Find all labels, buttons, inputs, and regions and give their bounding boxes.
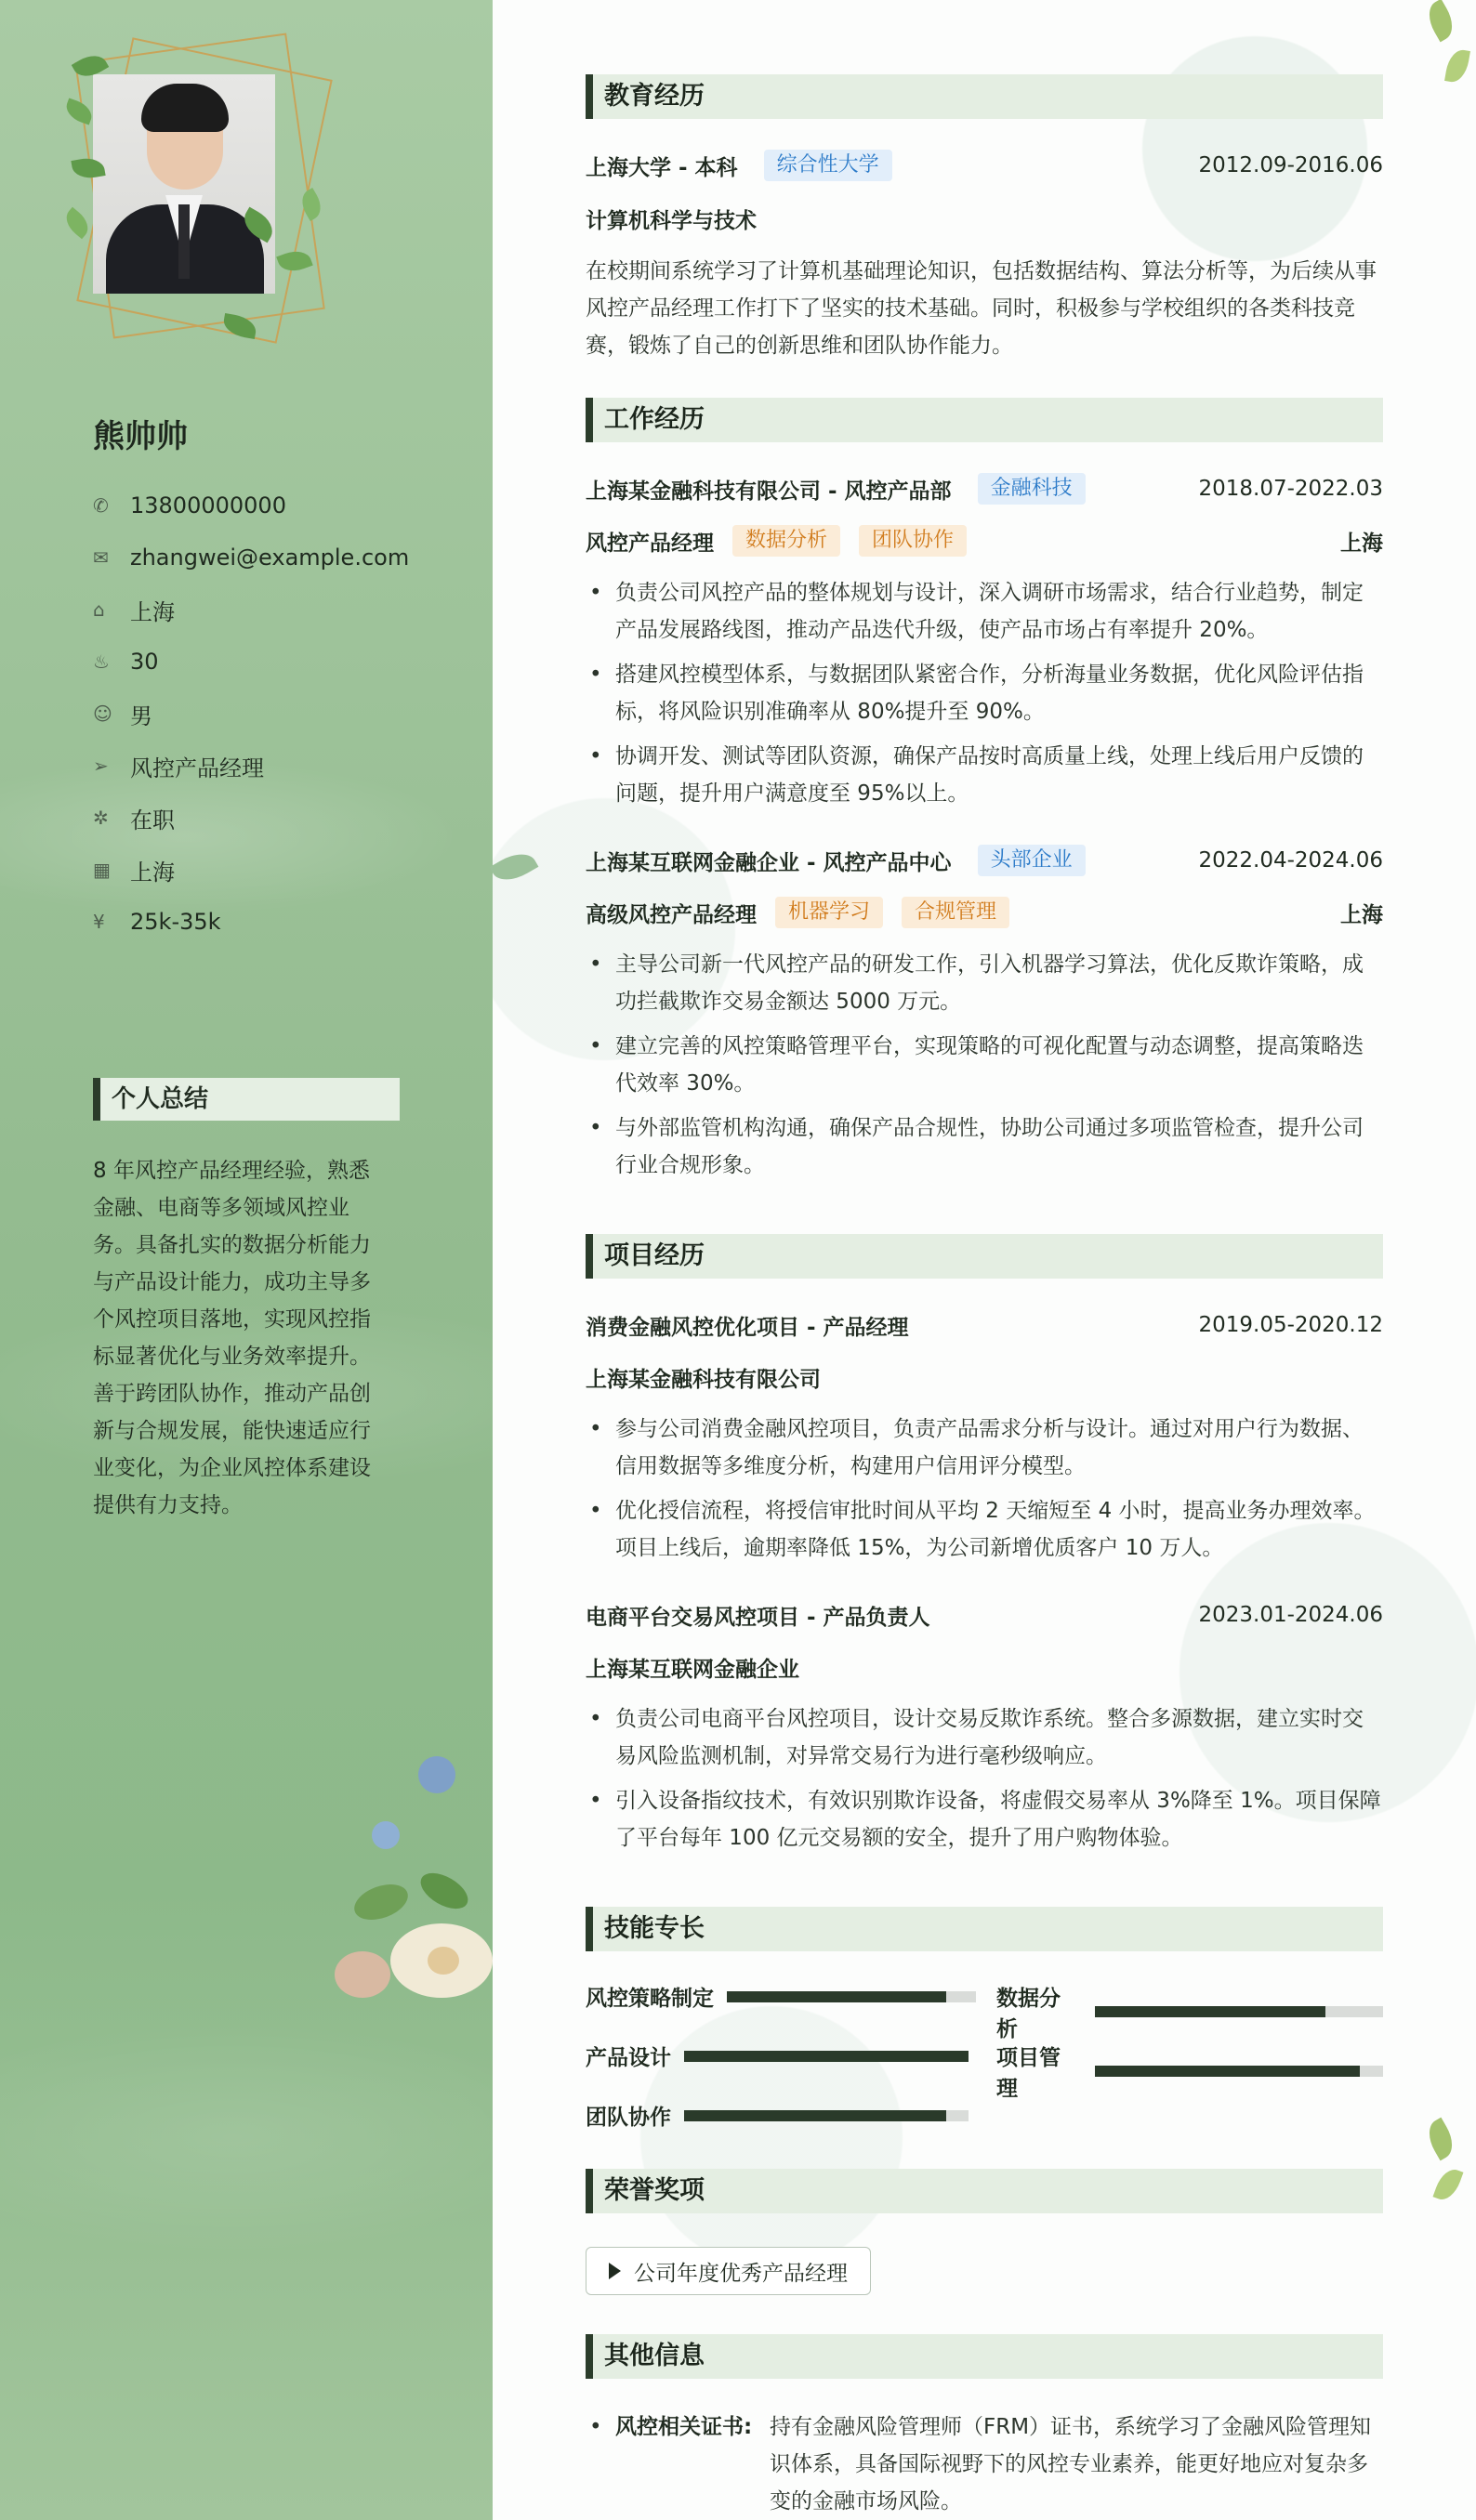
- project-1-org: 上海某金融科技有限公司: [586, 1367, 821, 1392]
- award-item[interactable]: [586, 2247, 871, 2295]
- job-2-company-group: [586, 845, 1086, 876]
- phone-item: [93, 479, 409, 532]
- candidate-name: 熊帅帅: [93, 418, 188, 455]
- list-item: • 搭建风控模型体系，与数据团队紧密合作，分析海量业务数据，优化风险评估指标，将风险识别准确率从 80%提升至 90%。: [586, 656, 1383, 730]
- project-1-bullets: [586, 1411, 1383, 1574]
- location-item: [93, 584, 409, 636]
- skill-item: [586, 1981, 976, 2012]
- job-1-skill-tag: 数据分析: [732, 525, 840, 557]
- job-2-header: [586, 844, 1383, 877]
- project-2-bullets: [586, 1700, 1383, 1864]
- sidebar: [0, 0, 493, 2520]
- education-header: [586, 149, 1383, 182]
- skill-name: 项目管理: [996, 2046, 1061, 2101]
- leaf-decoration: [1433, 2165, 1464, 2203]
- job-2-role: 高级风控产品经理: [586, 902, 757, 927]
- play-icon: [609, 2263, 621, 2279]
- status-item: [93, 792, 409, 844]
- salary-item: [93, 896, 409, 948]
- home-icon: ⌂: [93, 598, 105, 621]
- list-item: • 与外部监管机构沟通，确保产品合规性，协助公司通过多项监管检查，提升公司行业合规形象。: [586, 1109, 1383, 1184]
- project-1-period: 2019.05-2020.12: [1198, 1313, 1383, 1337]
- job-2-tag: 头部企业: [978, 845, 1086, 876]
- award-label: 公司年度优秀产品经理: [634, 2261, 848, 2286]
- list-item: • 引入设备指纹技术，有效识别欺诈设备，将虚假交易率从 3%降至 1%。项目保障了平台每年 100 亿元交易额的安全，提升了用户购物体验。: [586, 1782, 1383, 1857]
- skill-bar-fill: [1095, 2066, 1361, 2077]
- job-1-role-group: [586, 525, 967, 557]
- cake-icon: ♨: [93, 650, 110, 673]
- phone-text: 13800000000: [130, 492, 286, 518]
- work-title: 工作经历: [586, 398, 1383, 442]
- main-content: [493, 0, 1476, 2520]
- skill-item: [996, 2041, 1383, 2102]
- avatar: [56, 28, 335, 362]
- email-item: [93, 532, 409, 584]
- summary-text: 8 年风控产品经理经验，熟悉金融、电商等多领域风控业务。具备扎实的数据分析能力与产品设计能力，成功主导多个风控项目落地，实现风控指标显著优化与业务效率提升。善于跨团队协作，推动产品创新与合规发展，能快速适应行业变化，为企业风控体系建设提供有力支持。: [93, 1159, 371, 1517]
- position-item: [93, 740, 409, 792]
- gender-text: 男: [130, 702, 152, 729]
- position-text: 风控产品经理: [130, 755, 264, 781]
- skills-title: 技能专长: [586, 1907, 1383, 1951]
- city-item: [93, 844, 409, 896]
- other-title: 其他信息: [586, 2334, 1383, 2379]
- summary-title: 个人总结: [93, 1078, 400, 1121]
- job-1-period: 2018.07-2022.03: [1198, 477, 1383, 501]
- other-text: 持有金融风险管理师（FRM）证书，系统学习了金融风险管理知识体系，具备国际视野下的风控专业素养，能更好地应对复杂多变的金融市场风险。: [770, 2415, 1372, 2513]
- education-tag: 综合性大学: [764, 150, 892, 181]
- leaf-decoration: [1444, 47, 1470, 84]
- age-item: [93, 636, 409, 688]
- job-2-period: 2022.04-2024.06: [1198, 848, 1383, 873]
- skill-bar-fill: [684, 2110, 946, 2121]
- list-item: • 协调开发、测试等团队资源，确保产品按时高质量上线，处理上线后用户反馈的问题，提升用户满意度至 95%以上。: [586, 738, 1383, 812]
- leaf-decoration: [490, 846, 539, 888]
- skill-name: 产品设计: [586, 2046, 671, 2070]
- skill-bar-fill: [684, 2051, 969, 2062]
- leaf-decoration: [1422, 0, 1460, 42]
- skill-bar: [684, 2051, 969, 2062]
- skill-bar-fill: [1095, 2006, 1325, 2017]
- list-item: • 负责公司电商平台风控项目，设计交易反欺诈系统。整合多源数据，建立实时交易风险监测机制，对异常交易行为进行毫秒级响应。: [586, 1700, 1383, 1775]
- education-desc: 在校期间系统学习了计算机基础理论知识，包括数据结构、算法分析等，为后续从事风控产品经理工作打下了坚实的技术基础。同时，积极参与学校组织的各类科技竞赛，锻炼了自己的创新思维和团队协作能力。: [586, 259, 1377, 358]
- leaf-decoration: [1422, 2118, 1460, 2161]
- job-2-bullets: [586, 946, 1383, 1191]
- job-1-bullets: [586, 574, 1383, 820]
- projects-title: 项目经历: [586, 1234, 1383, 1279]
- job-2-skill-tag: 合规管理: [902, 897, 1009, 928]
- project-2-org-row: [586, 1650, 1383, 1684]
- skill-bar: [1095, 2006, 1383, 2017]
- skill-item: [996, 1981, 1383, 2042]
- skill-name: 团队协作: [586, 2106, 671, 2130]
- awards-title: 荣誉奖项: [586, 2169, 1383, 2213]
- skill-bar-fill: [727, 1991, 946, 2002]
- salary-text: 25k-35k: [130, 909, 221, 935]
- project-2-org: 上海某互联网金融企业: [586, 1657, 799, 1682]
- job-1-tag: 金融科技: [978, 473, 1086, 505]
- status-icon: ✲: [93, 807, 109, 829]
- job-2-company: 上海某互联网金融企业 - 风控产品中心: [586, 850, 952, 875]
- mail-icon: ✉: [93, 546, 109, 569]
- skill-bar: [1095, 2066, 1383, 2077]
- profile-photo: [93, 74, 275, 294]
- phone-icon: ✆: [93, 494, 109, 517]
- face-icon: ☺: [93, 702, 112, 725]
- list-item: • 主导公司新一代风控产品的研发工作，引入机器学习算法，优化反欺诈策略，成功拦截欺诈交易金额达 5000 万元。: [586, 946, 1383, 1020]
- project-2-period: 2023.01-2024.06: [1198, 1603, 1383, 1627]
- education-period: 2012.09-2016.06: [1198, 153, 1383, 177]
- project-1-name: 消费金融风控优化项目 - 产品经理: [586, 1315, 909, 1340]
- other-label: 风控相关证书:: [615, 2415, 753, 2439]
- status-text: 在职: [130, 807, 175, 833]
- location-text: 上海: [130, 598, 175, 625]
- leaf-decoration: [60, 207, 94, 240]
- city-text: 上海: [130, 859, 175, 886]
- skill-name: 数据分析: [996, 1987, 1061, 2041]
- bullet-dot: •: [589, 2415, 602, 2439]
- education-school-group: [586, 150, 892, 181]
- list-item: • 参与公司消费金融风控项目，负责产品需求分析与设计。通过对用户行为数据、信用数据等多维度分析，构建用户信用评分模型。: [586, 1411, 1383, 1485]
- education-major: 计算机科学与技术: [586, 208, 757, 233]
- job-2-role-group: [586, 897, 1009, 928]
- skill-name: 风控策略制定: [586, 1987, 714, 2011]
- job-1-company-group: [586, 473, 1086, 505]
- other-item: [586, 2408, 1383, 2520]
- list-item: • 建立完善的风控策略管理平台，实现策略的可视化配置与动态调整，提高策略迭代效率 30%。: [586, 1028, 1383, 1102]
- project-1-org-row: [586, 1360, 1383, 1394]
- job-1-company: 上海某金融科技有限公司 - 风控产品部: [586, 479, 952, 504]
- education-major-row: [586, 203, 1383, 234]
- education-school: 上海大学 - 本科: [586, 155, 738, 180]
- project-2-header: [586, 1598, 1383, 1632]
- job-2-skill-tag: 机器学习: [775, 897, 883, 928]
- flower-decoration: [335, 1738, 493, 2016]
- age-text: 30: [130, 649, 159, 675]
- job-1-role: 风控产品经理: [586, 531, 714, 556]
- send-icon: ➢: [93, 755, 109, 777]
- email-text: zhangwei@example.com: [130, 545, 410, 571]
- job-1-role-row: [586, 524, 1383, 558]
- money-icon: ¥: [93, 911, 105, 933]
- skill-item: [586, 2041, 969, 2071]
- job-2-city: 上海: [1340, 902, 1383, 927]
- skill-bar: [727, 1991, 976, 2002]
- job-1-city: 上海: [1340, 531, 1383, 556]
- contact-info-list: [93, 479, 409, 948]
- job-2-role-row: [586, 896, 1383, 929]
- gender-item: [93, 688, 409, 740]
- skill-bar: [684, 2110, 969, 2121]
- education-title: 教育经历: [586, 74, 1383, 119]
- job-1-skill-tag: 团队协作: [859, 525, 967, 557]
- project-1-header: [586, 1308, 1383, 1342]
- job-1-header: [586, 472, 1383, 505]
- building-icon: ▦: [93, 859, 111, 881]
- skill-item: [586, 2100, 969, 2131]
- list-item: • 优化授信流程，将授信审批时间从平均 2 天缩短至 4 小时，提高业务办理效率。项目上线后，逾期率降低 15%，为公司新增优质客户 10 万人。: [586, 1492, 1383, 1567]
- project-2-name: 电商平台交易风控项目 - 产品负责人: [586, 1605, 930, 1630]
- list-item: • 负责公司风控产品的整体规划与设计，深入调研市场需求，结合行业趋势，制定产品发展路线图，推动产品迭代升级，使产品市场占有率提升 20%。: [586, 574, 1383, 649]
